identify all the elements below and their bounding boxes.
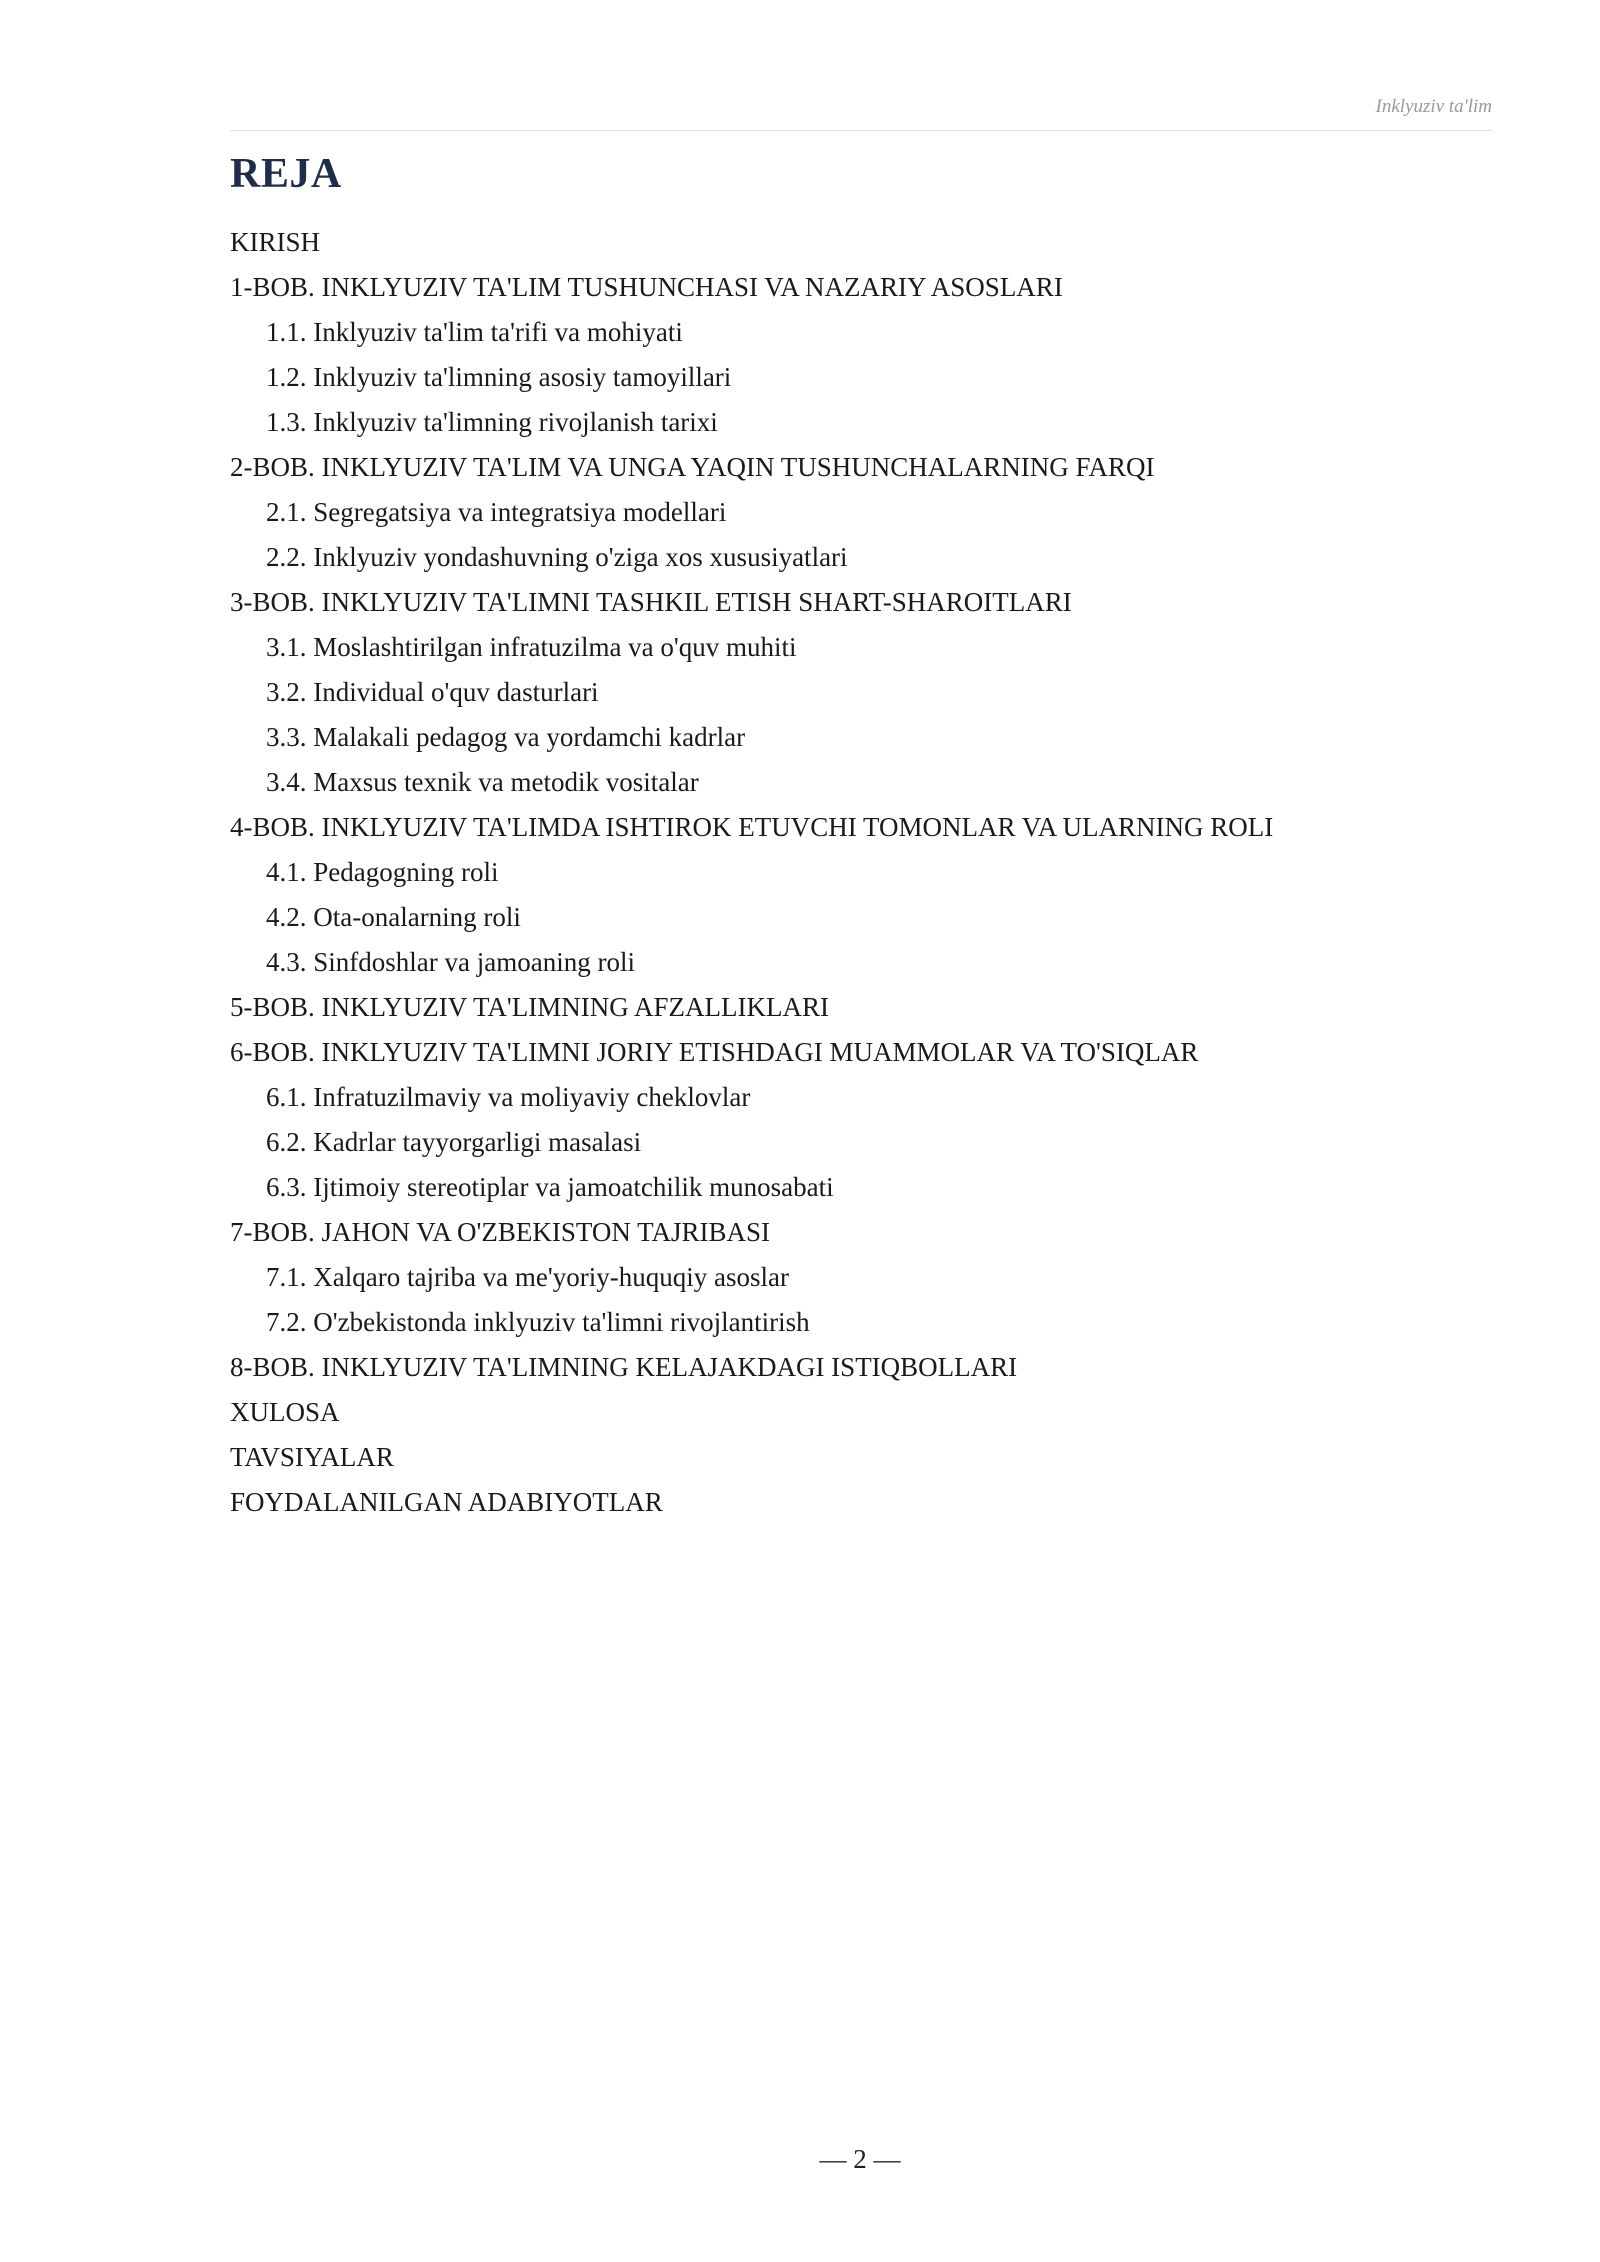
toc-section-entry: 7.1. Xalqaro tajriba va me'yoriy-huquqiy asoslar: [266, 1262, 789, 1292]
page-title: REJA: [230, 151, 342, 197]
toc-section-entry: 7.2. O'zbekistonda inklyuziv ta'limni rivojlantirish: [266, 1307, 810, 1337]
toc-section-entry: 4.1. Pedagogning roli: [266, 857, 499, 887]
toc-section-entry: 1.1. Inklyuziv ta'lim ta'rifi va mohiyati: [266, 317, 683, 347]
toc-section-entry: 3.3. Malakali pedagog va yordamchi kadrlar: [266, 722, 746, 752]
toc-section-entry: 3.4. Maxsus texnik va metodik vositalar: [266, 767, 699, 797]
toc-chapter-entry: FOYDALANILGAN ADABIYOTLAR: [230, 1487, 663, 1517]
toc-section-entry: 3.2. Individual o'quv dasturlari: [266, 677, 599, 707]
toc-chapter-entry: TAVSIYALAR: [230, 1442, 394, 1472]
toc-section-entry: 2.2. Inklyuziv yondashuvning o'ziga xos xususiyatlari: [266, 542, 848, 572]
toc-section-entry: 3.1. Moslashtirilgan infratuzilma va o'quv muhiti: [266, 632, 797, 662]
toc-section-entry: 6.1. Infratuzilmaviy va moliyaviy cheklovlar: [266, 1082, 751, 1112]
toc-section-entry: 4.2. Ota-onalarning roli: [266, 902, 521, 932]
toc-section-entry: 1.2. Inklyuziv ta'limning asosiy tamoyillari: [266, 362, 732, 392]
toc-section-entry: 6.2. Kadrlar tayyorgarligi masalasi: [266, 1127, 642, 1157]
table-of-contents: [230, 220, 1492, 1525]
page-number: — 2 —: [819, 2144, 901, 2174]
toc-chapter-entry: 1-BOB. INKLYUZIV TA'LIM TUSHUNCHASI VA NAZARIY ASOSLARI: [230, 272, 1063, 302]
toc-chapter-entry: 2-BOB. INKLYUZIV TA'LIM VA UNGA YAQIN TUSHUNCHALARNING FARQI: [230, 452, 1155, 482]
toc-chapter-entry: 4-BOB. INKLYUZIV TA'LIMDA ISHTIROK ETUVCHI TOMONLAR VA ULARNING ROLI: [230, 812, 1274, 842]
toc-chapter-entry: 6-BOB. INKLYUZIV TA'LIMNI JORIY ETISHDAGI MUAMMOLAR VA TO'SIQLAR: [230, 1037, 1199, 1067]
toc-chapter-entry: 7-BOB. JAHON VA O'ZBEKISTON TAJRIBASI: [230, 1217, 771, 1247]
toc-section-entry: 6.3. Ijtimoiy stereotiplar va jamoatchilik munosabati: [266, 1172, 834, 1202]
toc-chapter-entry: 8-BOB. INKLYUZIV TA'LIMNING KELAJAKDAGI ISTIQBOLLARI: [230, 1352, 1018, 1382]
toc-section-entry: 2.1. Segregatsiya va integratsiya modellari: [266, 497, 727, 527]
toc-chapter-entry: 3-BOB. INKLYUZIV TA'LIMNI TASHKIL ETISH SHART-SHAROITLARI: [230, 587, 1072, 617]
toc-chapter-entry: 5-BOB. INKLYUZIV TA'LIMNING AFZALLIKLARI: [230, 992, 829, 1022]
header-divider: [230, 130, 1492, 131]
toc-section-entry: 1.3. Inklyuziv ta'limning rivojlanish tarixi: [266, 407, 718, 437]
toc-chapter-entry: XULOSA: [230, 1397, 340, 1427]
toc-chapter-entry: KIRISH: [230, 227, 321, 257]
toc-section-entry: 4.3. Sinfdoshlar va jamoaning roli: [266, 947, 635, 977]
running-header: Inklyuziv ta'lim: [1375, 96, 1492, 117]
